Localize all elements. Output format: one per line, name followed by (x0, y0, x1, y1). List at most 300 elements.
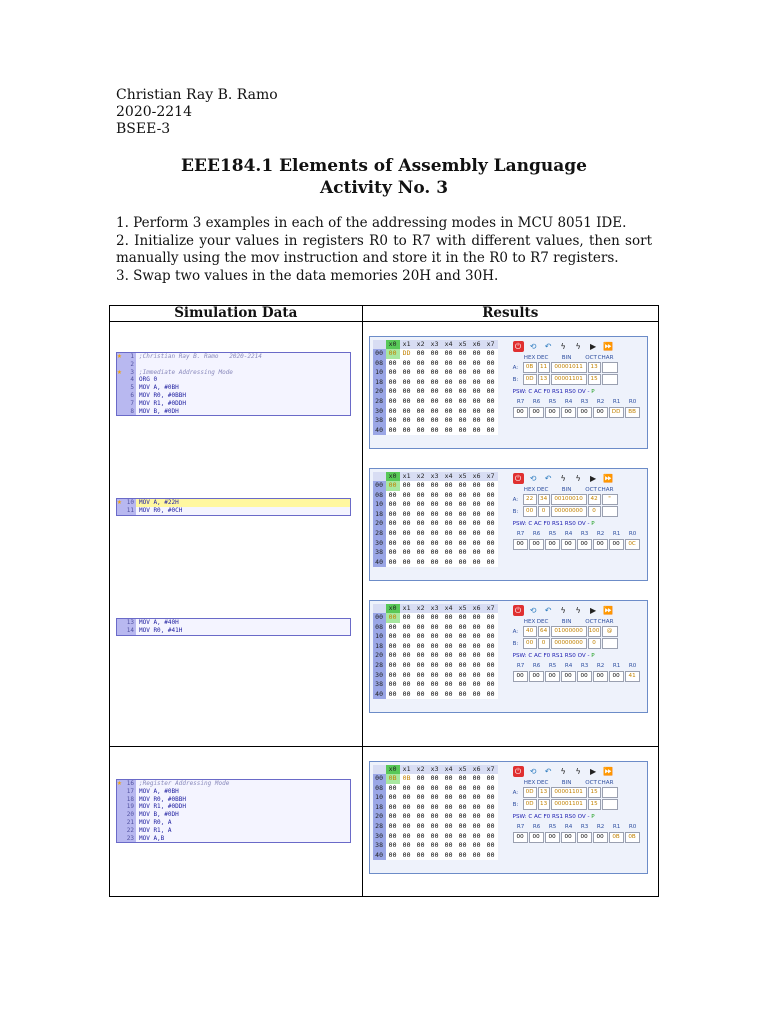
code-text: ;Immediate Addressing Mode (139, 368, 233, 376)
register-bank-value: 00 (561, 671, 576, 682)
memory-cell: 00 (442, 803, 456, 813)
memory-cell: 00 (484, 680, 498, 690)
memory-cell: 00 (414, 812, 428, 822)
line-number: 20 (117, 811, 136, 819)
memory-cell: 00 (484, 651, 498, 661)
play-icon: ▶ (590, 342, 597, 351)
step-over-icon: ϟ (575, 767, 581, 776)
instruction-1: 1. Perform 3 examples in each of the addressing modes in MCU 8051 IDE. (116, 215, 627, 231)
memory-address: 10 (373, 632, 386, 642)
memory-cell: 00 (442, 832, 456, 842)
memory-cell: DD (400, 349, 414, 359)
register-value: 0D (523, 787, 537, 798)
code-line (117, 835, 350, 843)
memory-cell: 00 (456, 690, 470, 700)
memory-cell: 00 (442, 793, 456, 803)
memory-cell: 00 (470, 832, 484, 842)
memory-header (373, 340, 506, 349)
register-row-b (513, 799, 645, 810)
register-col-label: DEC (536, 355, 549, 361)
memory-cell: 00 (484, 387, 498, 397)
step-icon: ϟ (560, 606, 566, 615)
memory-col-label: x0 (386, 340, 400, 349)
memory-cell: 00 (442, 539, 456, 549)
register-value: 42 (588, 494, 601, 505)
memory-cell: 00 (470, 623, 484, 633)
memory-cell: 00 (386, 349, 400, 359)
memory-address: 40 (373, 426, 386, 436)
register-bank-name: R0 (628, 531, 637, 537)
memory-cell: 00 (470, 519, 484, 529)
memory-cell: 00 (484, 539, 498, 549)
memory-cell: 00 (456, 359, 470, 369)
register-bank-value: 00 (593, 832, 608, 843)
simulator-toolbar (513, 604, 645, 617)
memory-cell: 00 (428, 378, 442, 388)
memory-address: 40 (373, 690, 386, 700)
memory-cell: 00 (484, 558, 498, 568)
header-simulation-data: Simulation Data (110, 306, 363, 322)
memory-cell: 00 (442, 690, 456, 700)
memory-address: 30 (373, 671, 386, 681)
memory-cell: 00 (400, 661, 414, 671)
memory-address: 18 (373, 378, 386, 388)
memory-cell: 00 (400, 812, 414, 822)
play-icon: ▶ (590, 606, 597, 615)
reset-icon: ⟲ (529, 474, 537, 483)
memory-cell: 00 (470, 426, 484, 436)
register-col-label: CHAR (597, 487, 614, 493)
memory-address: 10 (373, 368, 386, 378)
line-number: 17 (117, 788, 136, 796)
memory-cell: 00 (428, 812, 442, 822)
memory-cell: 00 (386, 359, 400, 369)
memory-row (373, 812, 506, 822)
memory-cell: 00 (470, 529, 484, 539)
register-value: 01000000 (551, 626, 587, 637)
register-bank-name: R1 (612, 399, 621, 405)
memory-cell: 00 (442, 416, 456, 426)
memory-cell: 00 (400, 481, 414, 491)
memory-cell: 00 (428, 803, 442, 813)
play-icon: ▶ (590, 767, 597, 776)
memory-cell: 00 (386, 832, 400, 842)
memory-cell: 00 (414, 368, 428, 378)
memory-address: 00 (373, 481, 386, 491)
simulator-panel (369, 336, 648, 449)
memory-cell: 00 (400, 613, 414, 623)
simulator-panel (369, 600, 648, 713)
code-line (117, 819, 350, 827)
memory-col-label: x2 (414, 765, 428, 774)
memory-cell: 00 (400, 529, 414, 539)
memory-cell: 00 (442, 500, 456, 510)
memory-cell: 00 (484, 407, 498, 417)
register-row-a (513, 626, 645, 637)
memory-cell: 00 (484, 793, 498, 803)
title-line-2: Activity No. 3 (319, 178, 449, 198)
memory-cell: 00 (428, 481, 442, 491)
memory-cell: 00 (386, 558, 400, 568)
register-bank-name: R7 (516, 399, 525, 405)
memory-row (373, 690, 506, 700)
memory-cell: 00 (386, 632, 400, 642)
memory-cell: 00 (414, 491, 428, 501)
memory-cell: 00 (386, 368, 400, 378)
reset-icon: ⟲ (529, 767, 537, 776)
line-number: 6 (117, 392, 136, 400)
register-bank-value: 00 (513, 407, 528, 418)
register-bank-names (513, 663, 645, 669)
memory-cell: 00 (428, 359, 442, 369)
register-panel (513, 472, 645, 550)
memory-cell: 00 (428, 407, 442, 417)
instructions (116, 215, 652, 285)
memory-cell: 00 (400, 558, 414, 568)
memory-cell: 00 (386, 519, 400, 529)
register-bank-value: 00 (577, 832, 592, 843)
code-line (117, 499, 350, 507)
register-bank-value: 00 (577, 671, 592, 682)
memory-cell: 00 (456, 539, 470, 549)
memory-address: 30 (373, 407, 386, 417)
code-text: MOV R1, #0DDH (139, 803, 186, 811)
memory-cell: 00 (470, 651, 484, 661)
memory-cell: 00 (386, 651, 400, 661)
line-number: 21 (117, 819, 136, 827)
code-line (117, 780, 350, 788)
register-value: 00 (523, 506, 537, 517)
memory-cell: 00 (386, 378, 400, 388)
memory-address: 10 (373, 793, 386, 803)
memory-address: 28 (373, 397, 386, 407)
register-name: A: (512, 789, 519, 796)
memory-cell: 00 (428, 661, 442, 671)
memory-row (373, 491, 506, 501)
register-bank-value: 0B (609, 832, 624, 843)
memory-address: 38 (373, 548, 386, 558)
memory-cell: 00 (484, 529, 498, 539)
memory-cell: 00 (386, 851, 400, 861)
memory-cell: 00 (484, 481, 498, 491)
memory-cell: 00 (400, 397, 414, 407)
memory-cell: 00 (414, 832, 428, 842)
memory-cell: 00 (456, 387, 470, 397)
register-bank-values (513, 539, 645, 550)
psw-parity: P (591, 814, 595, 820)
register-row-a (513, 787, 645, 798)
register-col-label: BIN (561, 780, 572, 786)
memory-cell: 00 (414, 558, 428, 568)
bookmark-star-icon: ★ (117, 497, 122, 506)
memory-row (373, 558, 506, 568)
memory-cell: 00 (400, 510, 414, 520)
memory-cell: 00 (484, 690, 498, 700)
memory-corner (373, 604, 386, 613)
memory-cell: 00 (386, 803, 400, 813)
memory-cell: 0B (386, 774, 400, 784)
register-bank-value: 00 (545, 671, 560, 682)
memory-cell: 00 (386, 613, 400, 623)
memory-cell: 00 (484, 841, 498, 851)
memory-cell: 00 (414, 426, 428, 436)
memory-cell: 00 (456, 613, 470, 623)
student-name: Christian Ray B. Ramo (116, 87, 278, 103)
memory-cell: 00 (456, 832, 470, 842)
register-col-spacer (513, 619, 523, 625)
run-icon: ⏩ (603, 342, 614, 351)
memory-cell: 00 (442, 368, 456, 378)
memory-row (373, 632, 506, 642)
stop-icon: ⏻ (513, 473, 524, 484)
memory-cell: 00 (456, 623, 470, 633)
memory-col-label: x7 (484, 604, 498, 613)
register-bank-value: 00 (513, 539, 528, 550)
register-bank-name: R2 (596, 824, 605, 830)
step-back-icon: ↶ (544, 606, 552, 615)
memory-address: 20 (373, 519, 386, 529)
memory-cell: 00 (456, 671, 470, 681)
memory-cell: 00 (386, 481, 400, 491)
register-row-a (513, 362, 645, 373)
memory-cell: 00 (470, 359, 484, 369)
line-number: 22 (117, 827, 136, 835)
register-col-label: BIN (561, 619, 572, 625)
register-bank-names (513, 399, 645, 405)
memory-col-label: x6 (470, 472, 484, 481)
register-value (602, 362, 618, 373)
memory-cell: 00 (400, 416, 414, 426)
register-bank-name: R6 (532, 824, 541, 830)
memory-cell: 00 (484, 510, 498, 520)
register-value: 00001011 (551, 362, 587, 373)
code-text: MOV B, #0DH (139, 811, 179, 819)
memory-address: 38 (373, 841, 386, 851)
memory-cell: 00 (442, 491, 456, 501)
code-line (117, 384, 350, 392)
memory-cell: 00 (442, 558, 456, 568)
register-bank-value: 00 (609, 539, 624, 550)
memory-cell: 00 (414, 671, 428, 681)
register-value: 0 (588, 638, 601, 649)
results-table (109, 305, 659, 897)
memory-cell: 00 (428, 387, 442, 397)
memory-cell: 00 (428, 851, 442, 861)
memory-corner (373, 472, 386, 481)
memory-row (373, 378, 506, 388)
register-value: 64 (538, 626, 550, 637)
memory-cell: 00 (484, 784, 498, 794)
memory-col-label: x6 (470, 340, 484, 349)
psw-label: PSW: C AC F0 RS1 RS0 OV - (512, 653, 592, 659)
code-text: MOV R0, #0BBH (139, 391, 186, 399)
memory-cell: 00 (470, 661, 484, 671)
memory-cell: 00 (442, 397, 456, 407)
register-row-b (513, 374, 645, 385)
memory-cell: 00 (484, 851, 498, 861)
memory-cell: 00 (484, 642, 498, 652)
memory-row (373, 397, 506, 407)
memory-cell: 00 (456, 426, 470, 436)
memory-address: 18 (373, 642, 386, 652)
memory-cell: 00 (470, 349, 484, 359)
code-text: MOV A, #0BH (139, 787, 179, 795)
memory-cell: 00 (400, 690, 414, 700)
code-line (117, 376, 350, 384)
memory-cell: 00 (428, 623, 442, 633)
memory-cell: 00 (442, 359, 456, 369)
document-title (0, 155, 768, 199)
memory-cell: 00 (414, 841, 428, 851)
memory-cell: 00 (400, 368, 414, 378)
memory-cell: 00 (414, 803, 428, 813)
memory-cell: 00 (428, 841, 442, 851)
memory-col-label: x1 (400, 472, 414, 481)
memory-address: 20 (373, 812, 386, 822)
memory-cell: 00 (414, 642, 428, 652)
memory-cell: 00 (484, 397, 498, 407)
memory-corner (373, 765, 386, 774)
memory-row (373, 368, 506, 378)
memory-cell: 00 (400, 378, 414, 388)
code-line (117, 811, 350, 819)
register-bank-name: R1 (612, 824, 621, 830)
memory-cell: 00 (484, 416, 498, 426)
run-icon: ⏩ (603, 474, 614, 483)
register-value: 100 (588, 626, 601, 637)
psw-flags (513, 653, 645, 659)
memory-col-label: x5 (456, 765, 470, 774)
line-number: 18 (117, 796, 136, 804)
line-number: 13 (117, 619, 136, 627)
memory-cell: 00 (470, 680, 484, 690)
memory-cell: 00 (470, 510, 484, 520)
memory-row (373, 500, 506, 510)
memory-cell: 00 (484, 349, 498, 359)
memory-cell: 00 (470, 548, 484, 558)
memory-cell: 00 (470, 822, 484, 832)
memory-col-label: x0 (386, 765, 400, 774)
memory-cell: 00 (400, 851, 414, 861)
line-number: 19 (117, 803, 136, 811)
memory-col-label: x3 (428, 340, 442, 349)
memory-row (373, 359, 506, 369)
memory-cell: 00 (456, 774, 470, 784)
memory-row (373, 841, 506, 851)
code-line (117, 366, 350, 377)
memory-row (373, 671, 506, 681)
memory-cell: 00 (456, 416, 470, 426)
register-panel (513, 604, 645, 682)
memory-row (373, 784, 506, 794)
memory-cell: 00 (386, 680, 400, 690)
memory-col-label: x6 (470, 765, 484, 774)
code-line (117, 400, 350, 408)
bookmark-star-icon: ★ (117, 778, 122, 787)
memory-cell: 00 (442, 812, 456, 822)
register-value: 00000000 (551, 638, 587, 649)
register-col-label: BIN (561, 487, 572, 493)
memory-cell: 00 (414, 774, 428, 784)
line-number: 11 (117, 507, 136, 515)
memory-cell: 00 (428, 368, 442, 378)
memory-cell: 00 (400, 671, 414, 681)
register-col-label: BIN (561, 355, 572, 361)
register-value: 00001101 (551, 799, 587, 810)
register-value: @ (602, 626, 618, 637)
register-value: 0 (538, 506, 550, 517)
register-bank-name: R3 (580, 824, 589, 830)
memory-cell: 00 (428, 397, 442, 407)
memory-grid (373, 765, 506, 860)
bookmark-star-icon: ★ (117, 366, 122, 376)
memory-cell: 00 (484, 368, 498, 378)
immediate-sim-cell (110, 322, 363, 747)
memory-grid (373, 604, 506, 699)
memory-cell: 00 (470, 774, 484, 784)
memory-cell: 00 (456, 481, 470, 491)
register-value: 15 (588, 787, 601, 798)
register-bank-value: 00 (529, 832, 544, 843)
simulator-toolbar (513, 340, 645, 353)
step-over-icon: ϟ (575, 606, 581, 615)
code-line (117, 627, 350, 635)
step-icon: ϟ (560, 474, 566, 483)
memory-cell: 00 (442, 671, 456, 681)
memory-cell: 00 (484, 812, 498, 822)
memory-cell: 00 (456, 680, 470, 690)
register-col-label: OCT (585, 487, 597, 493)
register-bank-value: 41 (625, 671, 640, 682)
step-over-icon: ϟ (575, 474, 581, 483)
code-line (117, 803, 350, 811)
memory-cell: 00 (470, 407, 484, 417)
code-editor-snippet (116, 498, 351, 516)
code-text: MOV A,B (139, 834, 165, 842)
memory-cell: 0B (400, 774, 414, 784)
code-line (117, 796, 350, 804)
memory-cell: 00 (414, 407, 428, 417)
memory-cell: 00 (484, 500, 498, 510)
memory-col-label: x0 (386, 472, 400, 481)
memory-cell: 00 (400, 822, 414, 832)
memory-cell: 00 (470, 500, 484, 510)
memory-cell: 00 (414, 793, 428, 803)
memory-row (373, 774, 506, 784)
memory-cell: 00 (414, 397, 428, 407)
code-line (117, 361, 350, 369)
psw-label: PSW: C AC F0 RS1 RS0 OV - (512, 814, 592, 820)
register-col-label: HEX (523, 780, 536, 786)
register-bank-name: R2 (596, 399, 605, 405)
memory-cell: 00 (386, 642, 400, 652)
code-editor-snippet (116, 779, 351, 843)
register-bank-names (513, 824, 645, 830)
step-icon: ϟ (560, 767, 566, 776)
memory-cell: 00 (456, 851, 470, 861)
memory-cell: 00 (470, 539, 484, 549)
register-value: " (602, 494, 618, 505)
memory-cell: 00 (428, 349, 442, 359)
psw-label: PSW: C AC F0 RS1 RS0 OV - (512, 521, 592, 527)
register-row-b (513, 638, 645, 649)
memory-cell: 00 (442, 632, 456, 642)
register-col-label: CHAR (597, 355, 614, 361)
memory-cell: 00 (414, 529, 428, 539)
memory-address: 28 (373, 661, 386, 671)
memory-cell: 00 (442, 680, 456, 690)
memory-cell: 00 (484, 491, 498, 501)
